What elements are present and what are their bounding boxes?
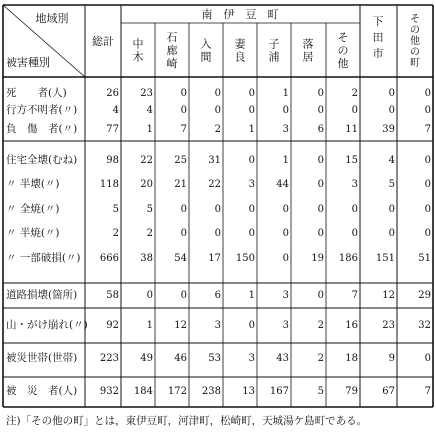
cell-value: 3 (282, 320, 289, 331)
cell-value: 13 (242, 386, 255, 397)
table-row (6, 384, 431, 397)
row-label: 負 傷 者(〃) (6, 123, 78, 135)
cell-value: 0 (282, 253, 289, 264)
cell-value: 0 (424, 228, 431, 239)
cell-value: 49 (140, 353, 153, 364)
cell-value: 12 (382, 290, 395, 301)
other-towns-header (410, 13, 420, 69)
row-label: 〃 全焼(〃) (6, 203, 60, 215)
cell-value: 151 (375, 253, 395, 264)
cell-value: 3 (248, 353, 255, 364)
cell-value: 0 (180, 105, 187, 116)
cell-value: 31 (208, 155, 221, 166)
cell-value: 38 (140, 253, 153, 264)
cell-value: 17 (208, 253, 221, 264)
town-header-6-text: 落居 (302, 37, 314, 64)
town-header-4-text: 妻良 (234, 37, 246, 64)
cell-value: 0 (180, 228, 187, 239)
cell-value: 0 (388, 228, 395, 239)
cell-value: 0 (424, 179, 431, 190)
cell-value: 0 (248, 204, 255, 215)
cell-value: 0 (248, 320, 255, 331)
cell-value: 25 (174, 155, 187, 166)
cell-value: 223 (99, 353, 119, 364)
cell-value: 0 (146, 290, 153, 301)
cell-value: 0 (424, 353, 431, 364)
town-header-3 (201, 37, 212, 64)
region-label: 地域別 (35, 12, 69, 25)
cell-value: 1 (248, 290, 255, 301)
cell-value: 238 (201, 386, 221, 397)
cell-value: 46 (174, 353, 187, 364)
cell-value: 0 (317, 290, 324, 301)
cell-value: 0 (317, 228, 324, 239)
cell-value: 19 (311, 253, 324, 264)
table-row (6, 86, 431, 99)
town-header-1-text: 中木 (132, 37, 144, 64)
cell-value: 0 (317, 105, 324, 116)
table-row (6, 351, 431, 364)
footnote: 注)「その他の町」とは，東伊豆町，河津町，松崎町，天城湯ケ島町である。 (6, 415, 368, 427)
town-header-5-text: 子浦 (268, 37, 280, 64)
cell-value: 1 (146, 124, 153, 135)
cell-value: 22 (140, 155, 153, 166)
cell-value: 44 (276, 179, 289, 190)
minami-izu-header: 南 伊 豆 町 (201, 8, 279, 21)
cell-value: 118 (99, 179, 119, 190)
cell-value: 5 (112, 204, 119, 215)
cell-value: 39 (382, 124, 395, 135)
cell-value: 0 (424, 105, 431, 116)
cell-value: 186 (338, 253, 358, 264)
cell-value: 92 (106, 320, 119, 331)
town-header-6 (303, 37, 314, 64)
cell-value: 16 (345, 320, 358, 331)
cell-value: 0 (214, 204, 221, 215)
town-header-7-text: その他 (337, 31, 349, 70)
damage-type-label: 被害種別 (6, 56, 50, 69)
cell-value: 2 (146, 228, 153, 239)
town-header-5 (269, 38, 280, 64)
cell-value: 0 (248, 155, 255, 166)
cell-value: 0 (248, 228, 255, 239)
cell-value: 0 (214, 228, 221, 239)
other-towns-header-text: その他の町 (410, 14, 420, 69)
table-row (6, 288, 431, 301)
cell-value: 7 (424, 124, 431, 135)
cell-value: 32 (418, 320, 431, 331)
cell-value: 0 (214, 88, 221, 99)
cell-value: 150 (235, 253, 255, 264)
cell-value: 1 (282, 155, 289, 166)
table-row (6, 177, 431, 190)
cell-value: 3 (248, 179, 255, 190)
cell-value: 5 (317, 386, 324, 397)
cell-value: 0 (317, 155, 324, 166)
cell-value: 2 (112, 228, 119, 239)
table-row (6, 153, 431, 166)
cell-value: 0 (351, 204, 358, 215)
town-header-2 (167, 31, 178, 70)
cell-value: 79 (345, 386, 358, 397)
cell-value: 15 (345, 155, 358, 166)
cell-value: 53 (208, 353, 221, 364)
cell-value: 7 (180, 124, 187, 135)
row-label: 住宅全壊(むね) (6, 154, 78, 166)
cell-value: 9 (388, 353, 395, 364)
cell-value: 0 (282, 105, 289, 116)
cell-value: 18 (345, 353, 358, 364)
cell-value: 4 (146, 105, 153, 116)
cell-value: 0 (248, 105, 255, 116)
row-label: 被災世帯(世帯) (6, 352, 78, 364)
cell-value: 167 (269, 386, 289, 397)
cell-value: 7 (424, 386, 431, 397)
town-header-7 (338, 31, 349, 70)
cell-value: 0 (351, 105, 358, 116)
town-header-3-text: 入間 (200, 37, 212, 64)
cell-value: 43 (276, 353, 289, 364)
row-label: 行方不明者(〃) (6, 104, 78, 116)
cell-value: 21 (174, 179, 187, 190)
cell-value: 2 (317, 320, 324, 331)
cell-value: 1 (146, 320, 153, 331)
cell-value: 2 (214, 124, 221, 135)
shimoda-header (373, 15, 384, 60)
cell-value: 184 (133, 386, 153, 397)
row-label: 〃 一部破損(〃) (6, 252, 81, 264)
cell-value: 0 (282, 228, 289, 239)
cell-value: 3 (214, 320, 221, 331)
cell-value: 932 (99, 386, 119, 397)
cell-value: 77 (106, 124, 119, 135)
cell-value: 0 (388, 105, 395, 116)
cell-value: 0 (388, 204, 395, 215)
cell-value: 0 (214, 105, 221, 116)
cell-value: 4 (388, 155, 395, 166)
cell-value: 58 (106, 290, 119, 301)
cell-value: 98 (106, 155, 119, 166)
row-label: 〃 半焼(〃) (6, 227, 60, 239)
cell-value: 26 (106, 88, 119, 99)
cell-value: 0 (180, 290, 187, 301)
table-row (6, 226, 431, 239)
cell-value: 12 (174, 320, 187, 331)
cell-value: 6 (317, 124, 324, 135)
cell-value: 0 (248, 88, 255, 99)
shimoda-header-text: 下田市 (372, 15, 384, 60)
town-header-2-text: 石廊崎 (166, 31, 178, 70)
cell-value: 0 (317, 179, 324, 190)
cell-value: 7 (351, 290, 358, 301)
cell-value: 0 (317, 204, 324, 215)
table-row (6, 122, 431, 135)
cell-value: 54 (174, 253, 187, 264)
cell-value: 3 (282, 290, 289, 301)
row-label: 山・がけ崩れ(〃) (6, 319, 88, 331)
cell-value: 0 (424, 88, 431, 99)
row-label: 道路損壊(箇所) (6, 289, 78, 301)
cell-value: 3 (351, 179, 358, 190)
row-label: 〃 半壊(〃) (6, 178, 60, 190)
cell-value: 0 (317, 88, 324, 99)
row-label: 死 者(人) (6, 87, 67, 99)
cell-value: 0 (388, 88, 395, 99)
cell-value: 1 (282, 88, 289, 99)
cell-value: 0 (351, 228, 358, 239)
cell-value: 5 (388, 179, 395, 190)
cell-value: 20 (140, 179, 153, 190)
cell-value: 2 (317, 353, 324, 364)
cell-value: 0 (424, 155, 431, 166)
total-header: 総計 (92, 35, 114, 48)
cell-value: 4 (112, 105, 119, 116)
cell-value: 29 (418, 290, 431, 301)
town-header-4 (235, 37, 247, 64)
cell-value: 23 (382, 320, 395, 331)
cell-value: 1 (248, 124, 255, 135)
cell-value: 67 (382, 386, 395, 397)
cell-value: 23 (140, 88, 153, 99)
cell-value: 0 (180, 204, 187, 215)
cell-value: 22 (208, 179, 221, 190)
table-row (6, 202, 431, 215)
table-row (6, 103, 431, 116)
cell-value: 0 (282, 204, 289, 215)
cell-value: 172 (167, 386, 187, 397)
cell-value: 51 (418, 253, 431, 264)
cell-value: 5 (146, 204, 153, 215)
cell-value: 666 (99, 253, 119, 264)
town-header-1 (133, 37, 144, 64)
cell-value: 11 (345, 124, 358, 135)
cell-value: 2 (351, 88, 358, 99)
table-row (6, 318, 431, 331)
cell-value: 6 (214, 290, 221, 301)
cell-value: 3 (282, 124, 289, 135)
cell-value: 0 (424, 204, 431, 215)
table-row (6, 251, 431, 264)
cell-value: 0 (180, 88, 187, 99)
row-label: 被 災 者(人) (6, 385, 78, 397)
